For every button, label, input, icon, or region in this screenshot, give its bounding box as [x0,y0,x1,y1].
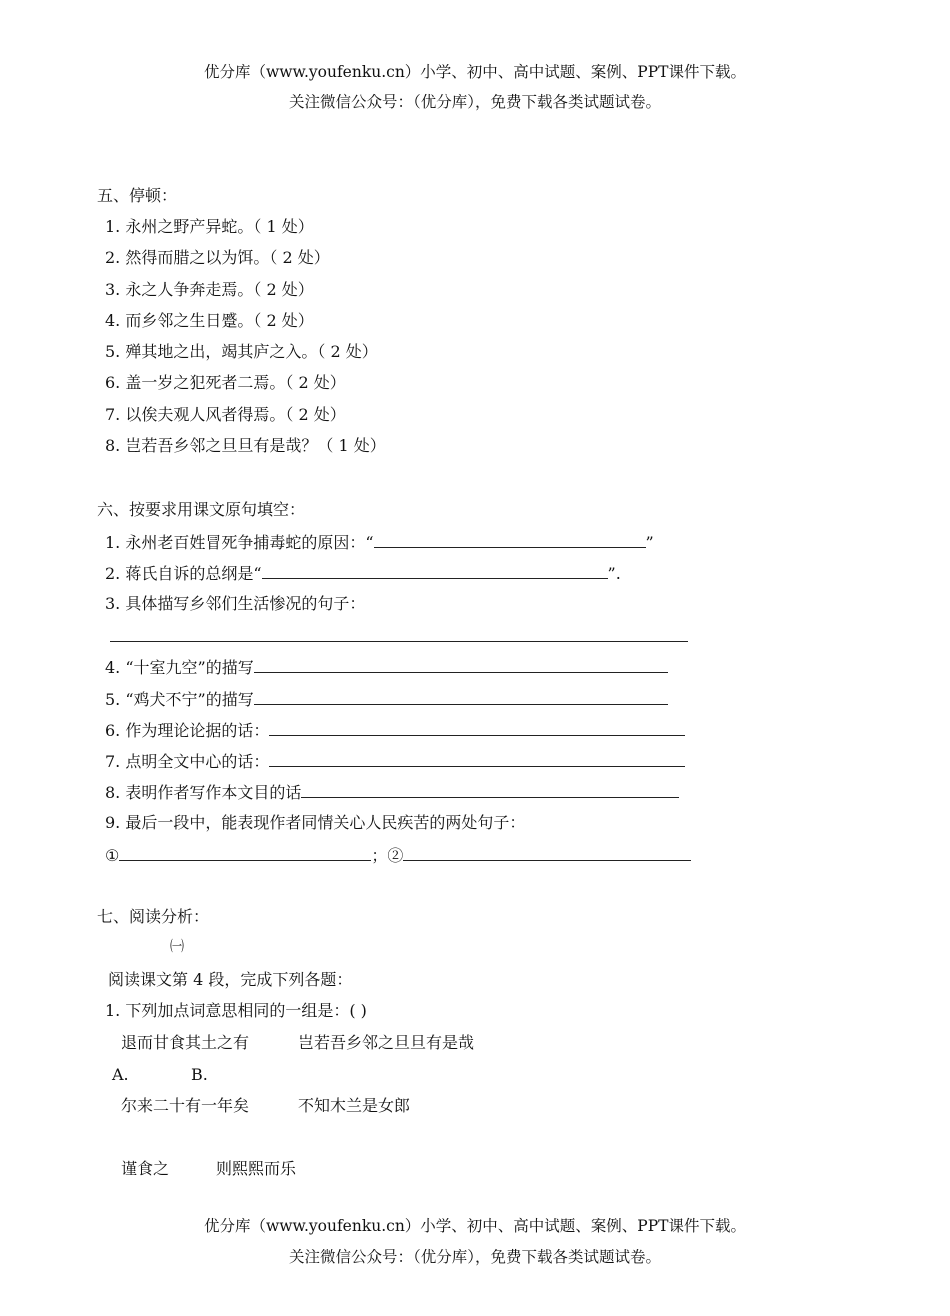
fill-question-7 [105,750,685,772]
header-line-1: 优分库（www.youfenku.cn）小学、初中、高中试题、案例、PPT课件下载。 [203,63,747,81]
answer-blank-9a[interactable] [119,844,371,861]
pause-item-5: 5. 殚其地之出，竭其庐之入。（ 2 处） [105,342,378,361]
answer-blank-8[interactable] [301,781,679,798]
fill-question-5-prefix: 5. “鸡犬不宁”的描写 [105,690,254,709]
fill-question-8-prefix: 8. 表明作者写作本文目的话 [105,783,302,802]
circled-one-marker: ① [105,846,120,865]
answer-blank-5[interactable] [254,688,668,705]
fill-question-8 [105,781,679,803]
option-row-1-right: 岂若吾乡邻之旦旦有是哉 [298,1033,475,1052]
fill-question-1-prefix: 1. 永州老百姓冒死争捕毒蛇的原因：“ [105,533,374,552]
answer-blank-4[interactable] [254,656,668,673]
answer-separator: ； [371,846,388,865]
pause-item-6: 6. 盖一岁之犯死者二焉。（ 2 处） [105,373,346,392]
fill-question-2 [105,562,621,584]
answer-blank-7[interactable] [269,750,685,767]
section-6-title: 六、按要求用课文原句填空： [97,500,306,519]
option-row-3-right: 则熙熙而乐 [216,1159,297,1178]
fill-question-2-suffix: ”. [607,564,621,583]
fill-question-2-prefix: 2. 蒋氏自诉的总纲是“ [105,564,262,583]
answer-blank-3-line[interactable] [110,625,688,647]
fill-question-9: 9. 最后一段中，能表现作者同情关心人民疾苦的两处句子： [105,813,526,832]
fill-question-4-prefix: 4. “十室九空”的描写 [105,658,254,677]
pause-item-4: 4. 而乡邻之生日蹙。（ 2 处） [105,311,314,330]
fill-question-7-prefix: 7. 点明全文中心的话： [105,752,270,771]
option-a-label[interactable]: A. [112,1065,129,1084]
answer-blank-3[interactable] [110,625,688,642]
answer-blank-2[interactable] [262,562,608,579]
option-row-2-left: 尔来二十有一年矣 [121,1096,250,1115]
option-b-label[interactable]: B. [191,1065,208,1084]
reading-intro: 阅读课文第 4 段，完成下列各题： [108,970,353,989]
option-row-3-left: 谨食之 [121,1159,170,1178]
option-row-1-left: 退而甘食其土之有 [121,1033,250,1052]
pause-item-1: 1. 永州之野产异蛇。（ 1 处） [105,217,314,236]
part-one-marker: ㈠ [170,939,184,955]
fill-question-6-prefix: 6. 作为理论论据的话： [105,721,270,740]
circled-two-marker: ② [387,846,404,865]
pause-item-2: 2. 然得而腊之以为饵。（ 2 处） [105,248,330,267]
footer-line-2: 关注微信公众号：（优分库），免费下载各类试题试卷。 [288,1248,661,1266]
answer-blank-1[interactable] [374,531,646,548]
answer-blank-6[interactable] [269,719,685,736]
fill-question-9-answers [105,844,691,866]
pause-item-8: 8. 岂若吾乡邻之旦旦有是哉？（ 1 处） [105,436,386,455]
fill-question-3: 3. 具体描写乡邻们生活惨况的句子： [105,594,366,613]
section-7-title: 七、阅读分析： [97,907,210,926]
header-line-2: 关注微信公众号：（优分库），免费下载各类试题试卷。 [288,93,661,111]
fill-question-4 [105,656,668,678]
pause-item-7: 7. 以俟夫观人风者得焉。（ 2 处） [105,405,346,424]
section-5-title: 五、停顿： [97,186,178,205]
fill-question-6 [105,719,685,741]
fill-question-5 [105,688,668,710]
pause-item-3: 3. 永之人争奔走焉。（ 2 处） [105,280,314,299]
answer-blank-9b[interactable] [403,844,691,861]
option-row-2-right: 不知木兰是女郎 [298,1096,411,1115]
fill-question-1 [105,531,654,553]
fill-question-1-suffix: ” [645,533,654,552]
reading-question-1: 1. 下列加点词意思相同的一组是：( ) [105,1001,367,1020]
footer-line-1: 优分库（www.youfenku.cn）小学、初中、高中试题、案例、PPT课件下载。 [203,1217,747,1235]
